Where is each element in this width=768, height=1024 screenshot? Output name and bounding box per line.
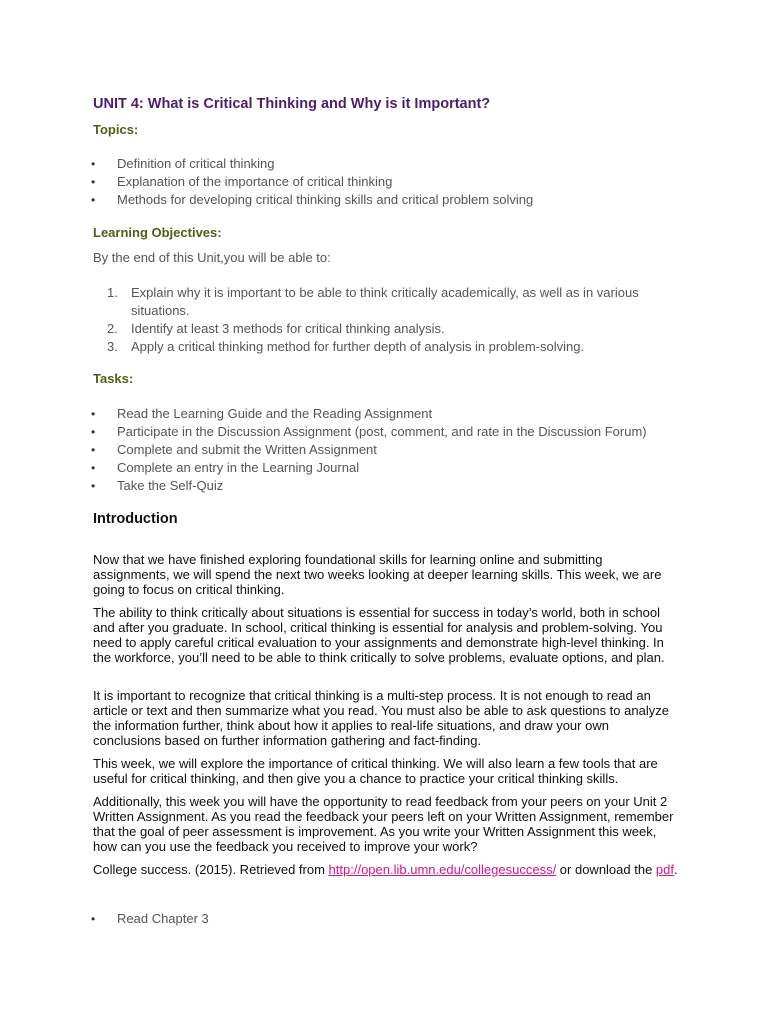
citation-middle: or download the: [556, 862, 656, 877]
topics-heading: Topics:: [93, 122, 139, 137]
list-item: • Take the Self-Quiz: [93, 477, 647, 495]
item-text: Explain why it is important to be able to think critically academically, as well as in various situations.: [131, 285, 639, 318]
item-number: 2.: [107, 321, 118, 336]
tasks-heading: Tasks:: [93, 371, 134, 386]
introduction-heading: Introduction: [93, 511, 178, 527]
list-item: • Complete and submit the Written Assignment: [93, 441, 647, 459]
tasks-list: [93, 405, 647, 495]
reading-list: [93, 910, 209, 928]
intro-paragraph: The ability to think critically about situations is essential for success in today’s world, both in school and after you graduate. In school, critical thinking is essential for analysis and problem-solving. You need to apply careful critical evaluation to your assignments and demonstrate high-level thinking. In the workforce, you’ll need to be able to think critically to solve problems, evaluate options, and plan.: [93, 605, 665, 665]
objectives-heading: Learning Objectives:: [93, 225, 222, 240]
list-item: • Definition of critical thinking: [93, 155, 533, 173]
unit-title: UNIT 4: What is Critical Thinking and Why is it Important?: [93, 96, 491, 112]
list-item: • Complete an entry in the Learning Journal: [93, 459, 647, 477]
citation-suffix: .: [674, 862, 678, 877]
objectives-list: [93, 284, 678, 356]
intro-paragraph: Now that we have finished exploring foundational skills for learning online and submitting assignments, we will spend the next two weeks looking at deeper learning skills. This week, we are going to focus on critical thinking.: [93, 552, 662, 597]
list-item: [93, 284, 678, 320]
intro-paragraph: It is important to recognize that critical thinking is a multi-step process. It is not enough to read an article or text and then summarize what you read. You must also be able to ask questions to analyze the information further, think about how it applies to real-life situations, and draw your own conclusions based on further information gathering and fact-finding.: [93, 688, 669, 748]
citation: [93, 862, 678, 877]
item-text: Apply a critical thinking method for further depth of analysis in problem-solving.: [131, 339, 585, 354]
item-number: 3.: [107, 339, 118, 354]
list-item: [93, 338, 678, 356]
list-item: • Methods for developing critical thinking skills and critical problem solving: [93, 191, 533, 209]
pdf-link[interactable]: pdf: [655, 862, 674, 877]
item-text: Identify at least 3 methods for critical thinking analysis.: [131, 321, 445, 336]
objectives-intro: By the end of this Unit,you will be able to:: [93, 250, 331, 265]
list-item: • Explanation of the importance of critical thinking: [93, 173, 533, 191]
list-item: • Read Chapter 3: [93, 910, 209, 928]
intro-paragraph: This week, we will explore the importance of critical thinking. We will also learn a few tools that are useful for critical thinking, and then give you a chance to practice your critical thinking skills.: [93, 756, 658, 786]
list-item: • Read the Learning Guide and the Reading Assignment: [93, 405, 647, 423]
topics-list: [93, 155, 533, 209]
citation-prefix: College success. (2015). Retrieved from: [93, 862, 329, 877]
source-link[interactable]: http://open.lib.umn.edu/collegesuccess/: [328, 862, 557, 877]
list-item: • Participate in the Discussion Assignment (post, comment, and rate in the Discussion Forum): [93, 423, 647, 441]
intro-paragraph: Additionally, this week you will have the opportunity to read feedback from your peers on your Unit 2 Written Assignment. As you read the feedback your peers left on your Written Assignment, remember that the goal of peer assessment is improvement. As you write your Written Assignment this week, how can you use the feedback you received to improve your work?: [93, 794, 674, 854]
list-item: [93, 320, 678, 338]
item-number: 1.: [107, 285, 118, 300]
